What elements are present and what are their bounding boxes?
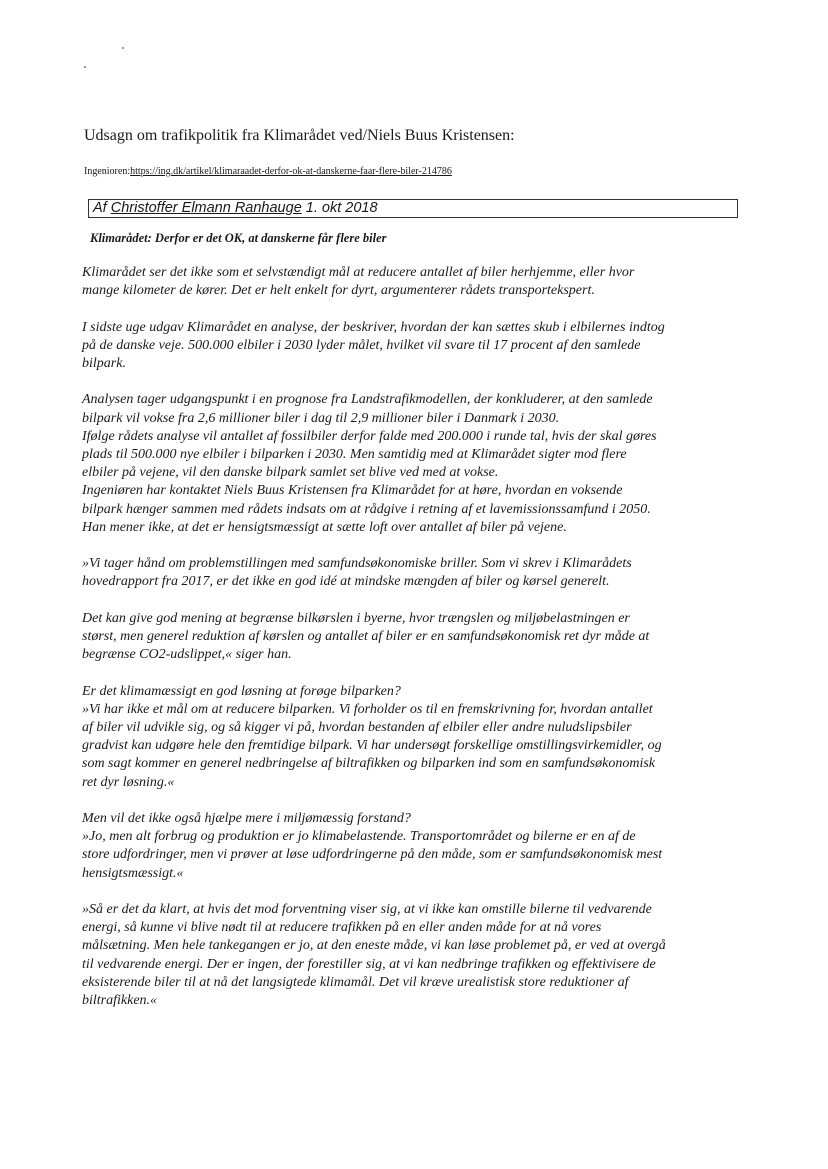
source-line — [84, 166, 452, 177]
paragraph-line: »Så er det da klart, at hvis det mod forventning viser sig, at vi ikke kan omstille bilerne til vedvarende — [82, 902, 652, 917]
article-paragraph — [82, 391, 752, 537]
article-date: 1. okt 2018 — [305, 200, 378, 216]
paragraph-line: gradvist kan udgøre hele den fremtidige bilpark. Vi har undersøgt forskellige omstillingsvirkemidler, og — [82, 738, 662, 754]
paragraph-line: ret dyr løsning.« — [82, 774, 175, 790]
article-headline: Klimarådet: Derfor er det OK, at danskerne får flere biler — [90, 231, 387, 245]
paragraph-line: til vedvarende energi. Der er ingen, der forestiller sig, at vi kan nedbringe trafikken og effektivisere de — [82, 956, 656, 972]
paragraph-line: biltrafikken.« — [82, 993, 158, 1009]
paragraph-line: I sidste uge udgav Klimarådet en analyse, der beskriver, hvordan der kan sættes skub i elbilernes indtog — [82, 319, 665, 335]
paragraph-line: Men vil det ikke også hjælpe mere i miljømæssig forstand? — [82, 811, 411, 826]
article-paragraph — [82, 610, 752, 665]
scan-speck — [122, 47, 124, 49]
paragraph-line: Er det klimamæssigt en god løsning at forøge bilparken? — [82, 683, 401, 699]
paragraph-line: »Vi tager hånd om problemstillingen med samfundsøkonomiske briller. Som vi skrev i Klimarådets — [82, 556, 632, 572]
article-paragraph — [82, 901, 752, 1010]
paragraph-line: energi, så kunne vi blive nødt til at reducere trafikken på en eller anden måde for at nå vores — [82, 920, 602, 936]
paragraph-line: bilpark. — [82, 356, 126, 371]
byline-box — [88, 199, 738, 218]
paragraph-line: plads til 500.000 nye elbiler i bilparken i 2030. Men samtidig med at Klimarådet sigter mod flere — [82, 447, 627, 462]
paragraph-line: bilpark hænger sammen med rådets indsats om at rådgive i retning af et lavemissionssamfund i 2050. — [82, 501, 651, 517]
page-title: Udsagn om trafikpolitik fra Klimarådet ved/Niels Buus Kristensen: — [84, 127, 515, 144]
paragraph-line: af biler vil udvikle sig, og så kigger vi på, hvordan bestanden af elbiler eller andre nuludslipsbiler — [82, 720, 632, 735]
paragraph-line: Klimarådet ser det ikke som et selvstændigt mål at reducere antallet af biler herhjemme, eller hvor — [82, 265, 635, 280]
paragraph-line: »Jo, men alt forbrug og produktion er jo klimabelastende. Transportområdet og bilerne er en af de — [82, 829, 636, 845]
article-paragraph — [82, 319, 752, 374]
paragraph-line: Det kan give god mening at begrænse bilkørslen i byerne, hvor trængslen og miljøbelastningen er — [82, 610, 630, 626]
article-body — [82, 264, 752, 1028]
article-paragraph — [82, 810, 752, 883]
paragraph-line: på de danske veje. 500.000 elbiler i 2030 lyder målet, hvilket vil svare til 17 procent af den samlede — [82, 337, 641, 353]
author-link[interactable]: Christoffer Elmann Ranhauge — [110, 200, 302, 216]
paragraph-line: hovedrapport fra 2017, er det ikke en god idé at mindske mængden af biler og kørsel generelt. — [82, 574, 610, 590]
article-paragraph — [82, 264, 752, 300]
paragraph-line: elbiler på vejene, vil den danske bilpark samlet set blive ved med at vokse. — [82, 465, 499, 481]
paragraph-line: »Vi har ikke et mål om at reducere bilparken. Vi forholder os til en fremskrivning for, hvordan antallet — [82, 701, 653, 717]
article-paragraph — [82, 683, 752, 792]
paragraph-line: begrænse CO2-udslippet,« siger han. — [82, 647, 292, 663]
paragraph-line: eksisterende biler til at nå det langsigtede klimamål. Det vil kræve urealistisk store reduktioner af — [82, 974, 629, 990]
paragraph-line: Analysen tager udgangspunkt i en prognose fra Landstrafikmodellen, der konkluderer, at den samlede — [82, 392, 653, 408]
source-link[interactable]: https://ing.dk/artikel/klimaraadet-derfor-ok-at-danskerne-faar-flere-biler-214786 — [130, 166, 452, 177]
byline-prefix: Af — [93, 200, 107, 216]
paragraph-line: store udfordringer, men vi prøver at løse udfordringerne på den måde, som er samfundsøkonomisk mest — [82, 847, 663, 863]
paragraph-line: målsætning. Men hele tankegangen er jo, at den eneste måde, vi kan løse problemet på, er ved at overgå — [82, 938, 666, 954]
paragraph-line: Ifølge rådets analyse vil antallet af fossilbiler derfor falde med 200.000 i runde tal, hvis der skal gøres — [82, 428, 657, 444]
paragraph-line: mange kilometer de kører. Det er helt enkelt for dyrt, argumenterer rådets transportekspert. — [82, 283, 595, 299]
paragraph-line: størst, men generel reduktion af kørslen og antallet af biler er en samfundsøkonomisk ret dyr måde at — [82, 629, 650, 644]
paragraph-line: som sagt kommer en generel nedbringelse af biltrafikken og bilparken ind som en samfundsøkonomisk — [82, 756, 656, 772]
paragraph-line: hensigtsmæssigt.« — [82, 865, 184, 881]
paragraph-line: Han mener ikke, at det er hensigtsmæssigt at sætte loft over antallet af biler på vejene. — [82, 519, 567, 535]
scan-speck — [84, 66, 86, 68]
paragraph-line: Ingeniøren har kontaktet Niels Buus Kristensen fra Klimarådet for at høre, hvordan en voksende — [82, 483, 623, 499]
article-paragraph — [82, 555, 752, 591]
paragraph-line: bilpark vil vokse fra 2,6 millioner biler i dag til 2,9 millioner biler i Danmark i 2030. — [82, 410, 560, 426]
source-label: Ingenioren: — [84, 166, 131, 177]
